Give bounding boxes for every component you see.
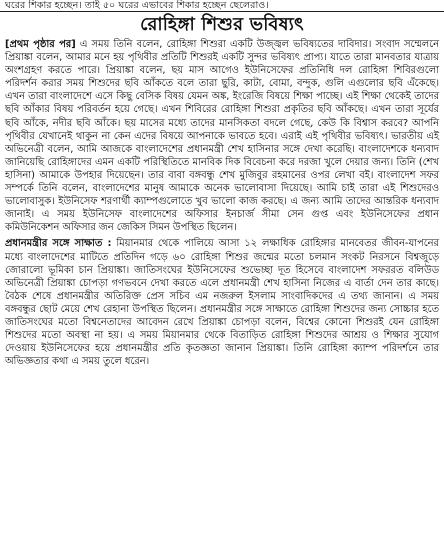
paragraph-continuation [5, 38, 439, 234]
previous-article-fragment: ঘরের শিকার হচ্ছেন। তাই ৫০ ঘরের এভাবের শিকার হচ্ছেন ছেলেরাও। [0, 0, 444, 12]
paragraph-pm-meeting [5, 237, 439, 368]
paragraph-text: মিয়ানমার থেকে পালিয়ে আসা ১২ লক্ষাধিক রোহিঙ্গার মানবেতর জীবন-যাপনের মধ্যে বাংলাদেশের মাটিতে প্রতিদিন গড়ে ৬০ রোহিঙ্গা শিশুর জন্মের মতো চলমান সংকট নিরসনে বিশ্বজুড়ে জোরালো ভূমিকা চান প্রিয়াঙ্কা। জাতিসংঘের ইউনিসেফের শুভেচ্ছা দূত হিসেবে বাংলাদেশ সফররত বলিউড অভিনেত্রী প্রিয়াঙ্কা চোপড়া গণভবনে দেখা করতে এলে প্রধানমন্ত্রী শেখ হাসিনা নিজের এ বার্তা দেন তার কাছে। বৈঠক শেষে প্রধানমন্ত্রীর অতিরিক্ত প্রেস সচিব এম নজরুল ইসলাম সাংবাদিকদের এ তথ্য জানান। এ সময় বঙ্গবন্ধুর ছোট মেয়ে শেখ রেহানা উপস্থিত ছিলেন। প্রধানমন্ত্রীর সঙ্গে সাক্ষাতে রোহিঙ্গা শিশুদের জন্য সোচ্চার হতে জাতিসংঘের মতো বিশ্বনেতাদের আবেদন রেখে প্রিয়াঙ্কা চোপড়া বলেন, বিশ্বের কোনো শিশুরই যেন রোহিঙ্গা শিশুদের মতো অবস্থা না হয়। এ সময় মিয়ানমার থেকে বিতাড়িত রোহিঙ্গা শিশুদের আশ্রয় ও শিক্ষার সুযোগ দেওয়ায় ইউনিসেফের হয়ে প্রধানমন্ত্রীর প্রতি কৃতজ্ঞতা জানান প্রিয়াঙ্কা। তিনি রোহিঙ্গা ক্যাম্প পরিদর্শনে তার অভিজ্ঞতার কথা এ সময় তুলে ধরেন। [5, 238, 439, 368]
paragraph-text: এ সময় তিনি বলেন, রোহিঙ্গা শিশুরা একটি উজ্জ্বল ভবিষ্যতের দাবিদার। সংবাদ সম্মেলনে প্রিয়াঙ্কা বলেন, আমার মনে হয় পৃথিবীর প্রতিটি শিশুরই একটি সুন্দর ভবিষ্যৎ প্রাপ্য। যাতে তারা মানবতার যাত্রায় অংশগ্রহণ করতে পারে। প্রিয়াঙ্কা বলেন, ছয় মাস আগেও ইউনিসেফের প্রতিনিধি দল রোহিঙ্গা শিবিরগুলো পরিদর্শন করার সময় শিশুদের ছবি আঁকতে বলে তারা ছুরি, কাটা, বোমা, বন্দুক, গুলি এগুলোর ছবি এঁকেছে। এখন তারা বাংলাদেশে এসে কিছু বেসিক বিষয় যেমন অঙ্ক, ইংরেজি বিষয়ে শিক্ষা পাচ্ছে। এই শিক্ষা থেকেই তাদের ছবি আঁকার বিষয় পরিবর্তন হয়ে গেছে। এখন শিবিরের রোহিঙ্গা শিশুরা প্রকৃতির ছবি আঁকছে। এখন তারা সূর্যের ছবি আঁকে, নদীর ছবি আঁকে। ছয় মাসের মধ্যে তাদের মানসিকতা বদলে গেছে, কেউ কি বিশ্বাস করবে? আপনি পৃথিবীর যেখানেই থাকুন না কেন এদের বিষয়ে আপনাকে ভাবতে হবে। এরাই এই পৃথিবীর ভবিষ্যৎ। ভারতীয় এই অভিনেত্রী বলেন, আমি আজকে বাংলাদেশের প্রধানমন্ত্রী শেখ হাসিনার সঙ্গে দেখা করেছি। বাংলাদেশকে ধন্যবাদ জানিয়েছি রোহিঙ্গাদের এমন একটি পরিস্থিতিতে মানবিক দিক বিবেচনা করে দরজা খুলে দেয়ার জন্য। তিনি (শেখ হাসিনা) আমাকে উপহার দিয়েছেন। তার বাবা বঙ্গবন্ধু শেখ মুজিবুর রহমানের ওপর লেখা বই। বাংলাদেশ সফর সম্পর্কে তিনি বলেন, বাংলাদেশের মানুষ আমাকে অনেক ভালোবাসা দিয়েছে। আমি চাই তারা এই শিশুদেরও ভালোবাসুক। ইউনিসেফ শরণার্থী ক্যাম্পগুলোতে খুব ভালো কাজ করছে। এ জন্য আমি তাদের আন্তরিক ধন্যবাদ জানাই। এ সময় ইউনিসেফ বাংলাদেশের অফিসার ইনচার্জ সীমা সেন গুপ্ত এবং ইউনিসেফের প্রধান কমিউনিকেশন অফিসার জন জেকিস সিমন উপস্থিত ছিলেন। [5, 39, 439, 234]
article-body [5, 38, 439, 368]
article-headline: রোহিঙ্গা শিশুর ভবিষ্যৎ [140, 14, 304, 35]
continuation-marker: [প্রথম পৃষ্ঠার পর] [5, 39, 76, 50]
subheading-pm-meeting: প্রধানমন্ত্রীর সঙ্গে সাক্ষাত : [5, 238, 112, 250]
